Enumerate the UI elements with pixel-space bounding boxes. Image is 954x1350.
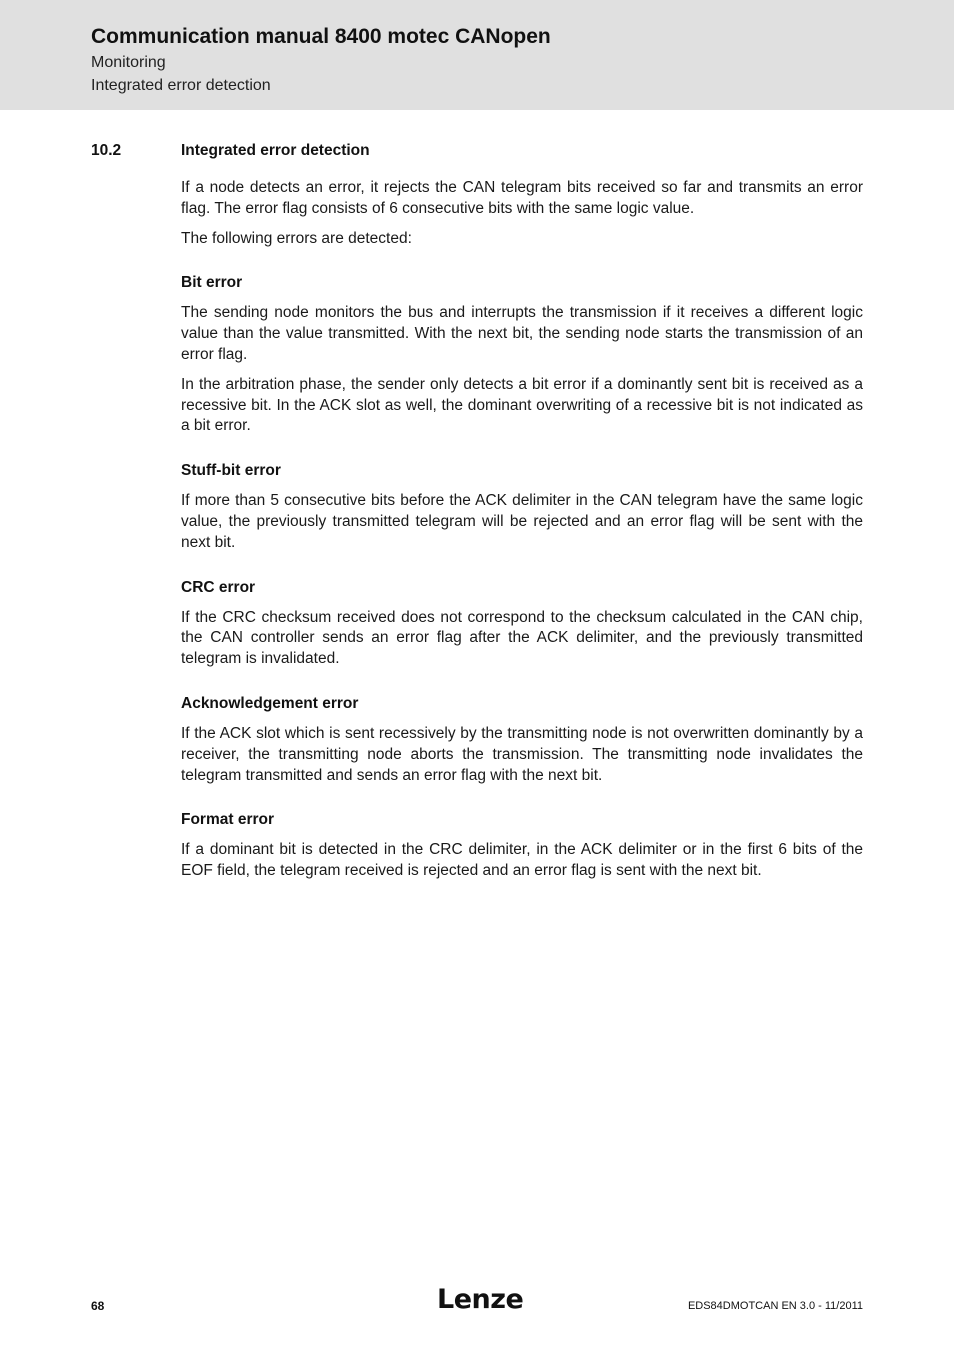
acknowledgement-error-paragraph: If the ACK slot which is sent recessively by the transmitting node is not overwritten dominantly by a receiver, the transmitting node aborts the transmission. The transmitting node invalidates the telegram transmitted and sends an error flag with the next bit.	[181, 724, 863, 784]
breadcrumb-section: Integrated error detection	[91, 77, 271, 94]
bit-error-heading: Bit error	[181, 274, 243, 292]
bit-error-paragraph: In the arbitration phase, the sender only detects a bit error if a dominantly sent bit is received as a recessive bit. In the ACK slot as well, the dominant overwriting of a recessive bit is not indicated as a bit error.	[181, 375, 863, 435]
stuff-bit-error-paragraph: If more than 5 consecutive bits before the ACK delimiter in the CAN telegram have the same logic value, the previously transmitted telegram will be rejected and an error flag will be sent with the next bit.	[181, 492, 863, 551]
document-title: Communication manual 8400 motec CANopen	[91, 25, 551, 48]
stuff-bit-error-heading: Stuff-bit error	[181, 462, 281, 480]
crc-error-heading: CRC error	[181, 578, 256, 596]
bit-error-paragraph: The sending node monitors the bus and interrupts the transmission if it receives a different logic value than the value transmitted. With the next bit, the sending node starts the transmission of an error flag.	[181, 304, 863, 363]
lenze-logo: Lenze	[437, 1284, 524, 1315]
section-body	[181, 178, 863, 891]
section-title: Integrated error detection	[181, 142, 370, 159]
format-error-heading: Format error	[181, 811, 275, 829]
page-header	[0, 0, 954, 110]
format-error-paragraph: If a dominant bit is detected in the CRC delimiter, in the ACK delimiter or in the first 6 bits of the EOF field, the telegram received is rejected and an error flag is sent with the next bit.	[181, 841, 863, 880]
breadcrumb-chapter: Monitoring	[91, 54, 166, 71]
document-id: EDS84DMOTCAN EN 3.0 - 11/2011	[687, 1300, 863, 1312]
intro-paragraph: If a node detects an error, it rejects the CAN telegram bits received so far and transmits an error flag. The error flag consists of 6 consecutive bits with the same logic value.	[181, 179, 863, 217]
section-number: 10.2	[91, 142, 122, 159]
acknowledgement-error-heading: Acknowledgement error	[181, 694, 359, 712]
intro-paragraph: The following errors are detected:	[181, 229, 412, 247]
crc-error-paragraph: If the CRC checksum received does not correspond to the checksum calculated in the CAN chip, the CAN controller sends an error flag after the ACK delimiter, and the previously transmitted telegram is invalidated.	[181, 608, 863, 668]
page-number: 68	[91, 1299, 105, 1313]
